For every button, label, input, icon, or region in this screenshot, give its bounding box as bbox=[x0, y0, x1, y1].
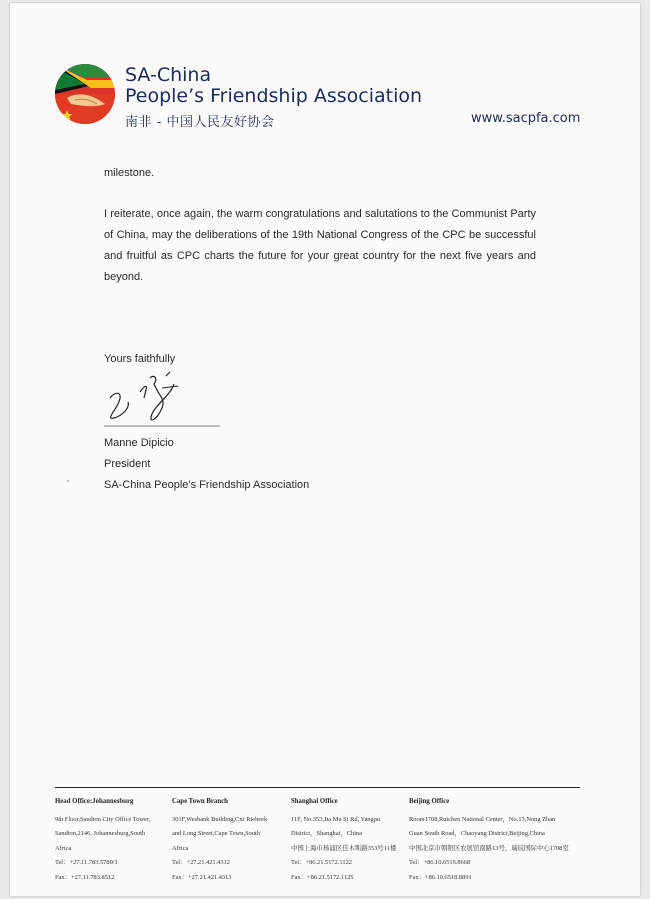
letter-closing: Yours faithfully bbox=[104, 353, 176, 365]
org-name-line2: People’s Friendship Association bbox=[125, 85, 423, 107]
office-name: Beijing Office bbox=[409, 798, 450, 805]
website-link[interactable]: www.sacpfa.com bbox=[471, 111, 581, 126]
signer-title: President bbox=[104, 458, 151, 470]
office-name: Shanghai Office bbox=[291, 798, 338, 805]
letter-paragraph: milestone. bbox=[104, 167, 155, 179]
letter-page bbox=[10, 3, 640, 896]
footer-office-johannesburg bbox=[55, 795, 171, 885]
office-line: 中国上海市杨浦区佳木斯路353号11楼 bbox=[291, 844, 397, 852]
footer-office-beijing bbox=[409, 795, 584, 885]
office-fax: Fax：+27.11.783.8512 bbox=[55, 873, 115, 881]
footer-divider bbox=[55, 787, 580, 788]
office-name: Cape Town Branch bbox=[172, 798, 228, 805]
office-line: Room1708,Ruichen National Center，No.13,Nong Zhan bbox=[409, 815, 556, 823]
office-phone: Tel：+27.11.783.5780/1 bbox=[55, 859, 118, 866]
office-name: Head Office:Johannesburg bbox=[55, 798, 134, 805]
signer-name: Manne Dipicio bbox=[104, 437, 174, 449]
office-line: Guan South Road，Chaoyang District,Beijing,China bbox=[409, 830, 545, 837]
office-fax: Fax：+86.10.6518.8891 bbox=[409, 873, 472, 881]
letter-paragraph: I reiterate, once again, the warm congratulations and salutations to the Communist Party of China, may the deliberations of the 19th National Congress of the CPC be successful and fruitful as CPC charts the future for your great country for the next five years and beyond. bbox=[104, 208, 536, 283]
office-line: District，Shanghai，China bbox=[291, 830, 362, 837]
org-name-chinese: 南非 - 中国人民友好协会 bbox=[125, 115, 275, 130]
sa-china-handshake-flag-logo-icon bbox=[55, 64, 115, 124]
office-line: and Long Street,Cape Town,South bbox=[172, 830, 261, 837]
office-fax: Fax：+86.21.5172.1125 bbox=[291, 873, 354, 881]
office-line: Sandton,2146, Johannesburg,South bbox=[55, 830, 146, 837]
office-line: Africa bbox=[172, 844, 189, 852]
office-phone: Tel：+86.10.6516.8668 bbox=[409, 859, 471, 866]
office-phone: Tel：+27.21.421.4312 bbox=[172, 859, 231, 866]
office-line: 11F, No.353,Jia Mu Si Rd, Yangpu bbox=[291, 815, 381, 823]
footer-office-shanghai bbox=[291, 795, 407, 885]
paper-speck bbox=[67, 480, 69, 482]
signer-organization: SA-China People’s Friendship Association bbox=[104, 479, 310, 491]
org-name-line1: SA-China bbox=[125, 64, 212, 86]
office-line: Africa bbox=[55, 844, 72, 852]
office-phone: Tel：+86.21.5172.1122 bbox=[291, 859, 352, 866]
office-line: 9th Floor,Sandton City Office Tower, bbox=[55, 815, 151, 823]
footer-office-cape-town bbox=[172, 795, 288, 885]
signature-image bbox=[100, 368, 225, 430]
office-line: 中国北京市朝阳区农展馆南路13号，瑞辰国际中心1708室 bbox=[409, 844, 569, 852]
office-line: 301F,Wesbank Building,Cnr Riebeek bbox=[172, 815, 268, 823]
office-fax: Fax：+27.21.421.4313 bbox=[172, 873, 232, 881]
